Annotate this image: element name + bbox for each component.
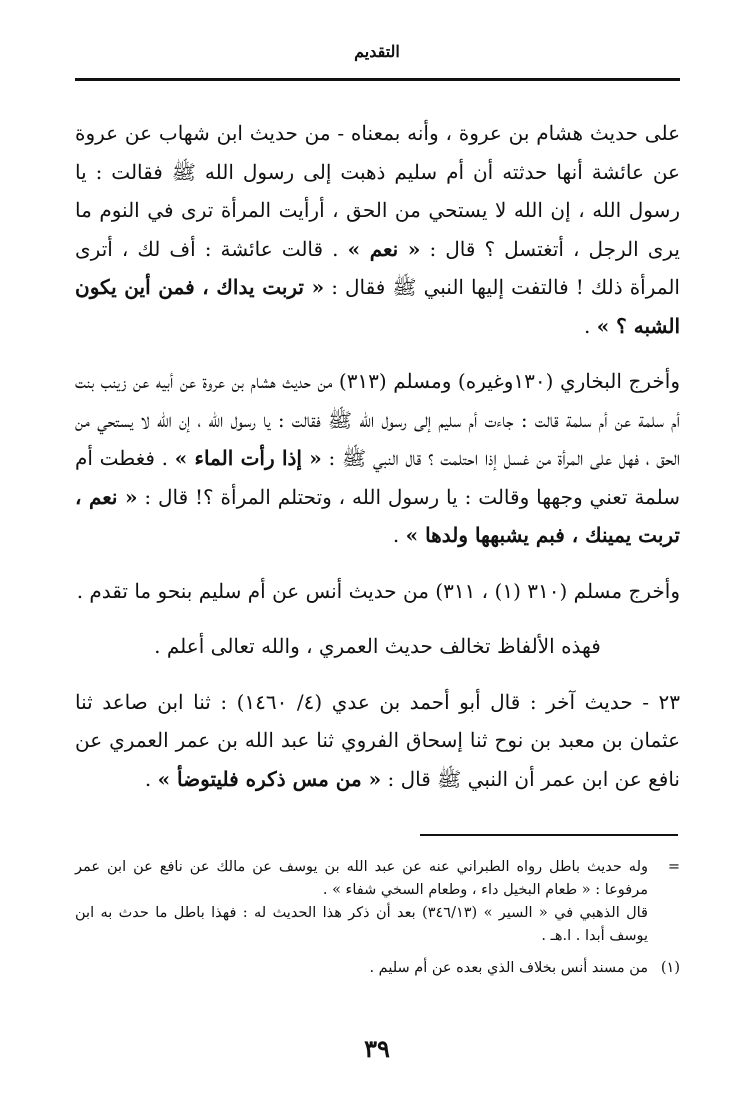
p1-text-b: . قالت عائشة : أف لك ، أترى المرأة ذلك ! فالتفت إليها النبي ﷺ فقال :	[75, 236, 680, 299]
p2-text-b: . فغطت أم سلمة تعني وجهها وقالت : يا رسول الله ، وتحتلم المرأة ؟! قال :	[75, 446, 680, 509]
main-text	[75, 114, 680, 798]
paragraph-4: فهذه الألفاظ تخالف حديث العمري ، والله تعالى أعلم .	[154, 634, 601, 658]
p1-text-a: على حديث هشام بن عروة ، وأنه بمعناه - من حديث ابن شهاب عن عروة عن عائشة أنها حدثته أن أم سليم ذهبت إلى رسول الله ﷺ فقالت : يا رسول الله ، إن الله لا يستحي من الحق ، أرأيت المرأة ترى في النوم ما يرى الرجل ، أتغتسل ؟ قال :	[75, 121, 680, 261]
header-rule	[75, 78, 680, 81]
footnote-1-text: من مسند أنس بخلاف الذي بعده عن أم سليم .	[369, 960, 648, 976]
p2-text-a: وأخرج البخاري (١٣٠وغيره) ومسلم (٣١٣) من حديث هشام بن عروة عن أبيه عن زينب بنت أم سلمة عن أم سلمة قالت : جاءت أم سليم إلى رسول الله ﷺ فقالت : يا رسول الله ، إن الله لا يستحي من الحق ، فهل على المرأة من غسل إذا احتلمت ؟ قال النبي ﷺ :	[75, 369, 681, 470]
footnote-rule	[420, 834, 678, 836]
p1-text-c: .	[583, 313, 597, 338]
p2-quote-a: « إذا رأت الماء »	[174, 446, 322, 470]
paragraph-1	[75, 114, 680, 345]
page-number: ٣٩	[364, 1034, 390, 1063]
footnote-continued-text-2: قال الذهبي في « السير » (٣٤٦/١٣) بعد أن ذكر هذا الحديث له : فهذا باطل ما حدث به ابن يوسف أبدا . ا.هـ .	[75, 905, 648, 944]
footnote-1	[75, 957, 680, 980]
paragraph-3: وأخرج مسلم (٣١٠ (١) ، ٣١١) من حديث أنس عن أم سليم بنحو ما تقدم .	[76, 578, 680, 603]
paragraph-2	[75, 362, 680, 555]
footnote-continued-text-1: وله حديث باطل رواه الطبراني عنه عن عبد الله بن يوسف عن مالك عن نافع عن ابن عمر مرفوعا : « طعام البخيل داء ، وطعام السخي شفاء » .	[75, 859, 648, 898]
p5-text-b: .	[144, 766, 158, 791]
p1-quote-b: « تربت يداك ، فمن أين يكون الشبه ؟ »	[75, 275, 680, 338]
p1-quote-a: « نعم »	[347, 236, 421, 261]
running-header-title: التقديم	[354, 42, 400, 61]
p5-quote: « من مس ذكره فليتوضأ »	[157, 766, 382, 791]
footnote-continued	[75, 856, 680, 948]
p5-text-a: ٢٣ - حديث آخر : قال أبو أحمد بن عدي (٤/ ١٤٦٠) : ثنا ابن صاعد ثنا عثمان بن معبد بن نوح ثنا إسحاق الفروي ثنا عبد الله بن عمر العمري عن نافع عن ابن عمر أن النبي ﷺ قال :	[75, 689, 680, 791]
footnote-continuation-marker: =	[667, 859, 680, 875]
p2-quote-b: « نعم ، تربت يمينك ، فبم يشبهها ولدها »	[75, 484, 680, 547]
p2-text-c: .	[392, 523, 406, 547]
footnotes	[75, 856, 680, 980]
paragraph-5	[75, 683, 680, 799]
footnote-1-marker: (١)	[660, 960, 680, 976]
